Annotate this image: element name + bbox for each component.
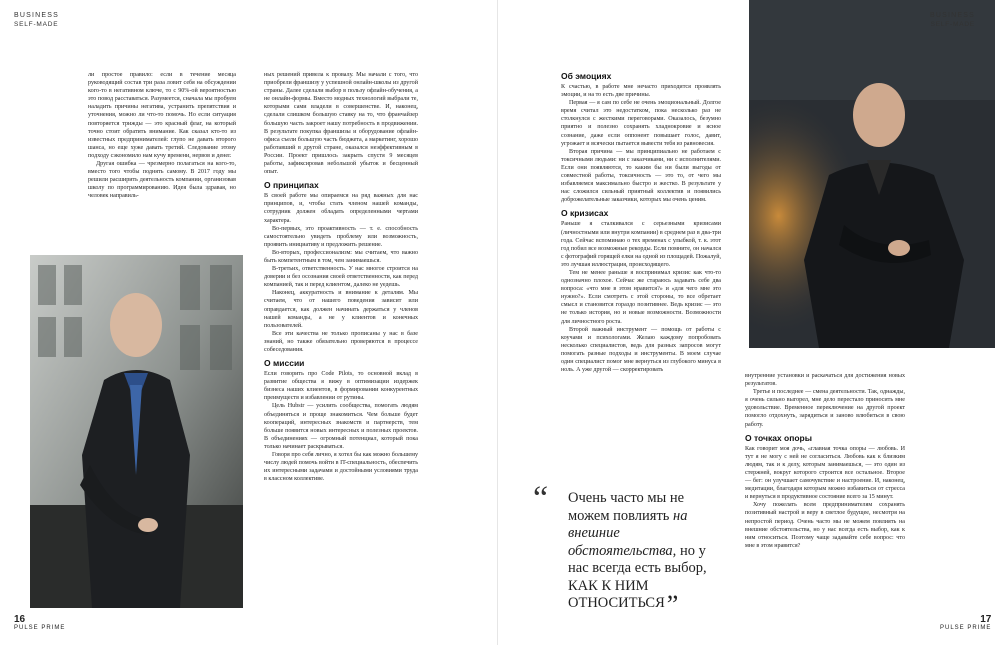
paragraph: В своей работе мы опираемся на ряд важных для нас принципов, и, чтобы стать членом нашей команды, сотрудник должен обладать определенными чертами характера. [264,193,418,224]
paragraph: Во-вторых, профессионализм: мы считаем, что важно быть компетентным в том, чем занимаешься. [264,249,418,264]
paragraph: Все эти качества не только прописаны у нас в базе знаний, но также обязательно проверяются в процессе собеседования. [264,330,418,353]
left-portrait-photo [30,255,243,608]
paragraph: Первая — я сам по себе не очень эмоциональный. Долгое время считал это недостатком, пока несколько раз не столкнулся с жесткими переговорами. Оказалось, безумно приятно и полезно сохранять хладнокровие и ясное сознание, даже если оппонент повышает голос, давит, угрожает и всячески пытается вывести тебя из равновесия. [561,100,721,147]
spread-gutter [497,0,498,645]
paragraph: внутренние установки и раскачаться для достижения новых результатов. [745,373,905,388]
heading-crises: О кризисах [561,208,609,219]
right-column-2 [745,372,905,550]
paragraph: Говоря про себя лично, я хотел бы как можно большему числу людей помочь войти в IT-специальность, обеспечить их интересными задачами и достойными условиями труда в классном коллективе. [264,452,418,483]
paragraph: Третье и последнее — смена деятельности. Так, однажды, я очень сильно выгорел, мне дело перестало приносить мне удовольствие. Временное переключение на другой проект помогло отдохнуть, зарядиться и заново влюбиться в свою работу. [745,389,905,428]
paragraph: Как говорит моя дочь, «главная точка опоры — любовь. И тут я не могу с ней не согласиться. Любовь как к близким людям, так и к делу, которым занимаешься, — это один из стержней, вокруг которого строится все остальное. Второе — бег: он улучшает самочувствие и настроение. И, наконец, медитации, благодаря которым можно избавиться от стресса и вернуться в продуктивное состояние всего за 15 минут. [745,445,905,501]
right-section: BUSINESS [930,12,975,19]
left-folio [14,614,65,631]
portrait-illustration [749,0,995,348]
pull-quote [533,480,725,619]
paragraph: Второй важный инструмент — помощь от работы с коучами и психологами. Желаю каждому попробовать несколько специалистов, ведь для разных запросов могут помогать разные подходы и инструменты. В моем случае один специалист помог мне вернуться из глубокого минуса в ноль. А уже другой — скорректировать [561,326,721,374]
left-section: BUSINESS [14,12,59,19]
paragraph: К счастью, в работе мне нечасто приходится проявлять эмоции, и на то есть две причины. [561,84,721,99]
paragraph: Вторая причина — мы принципиально не работаем с токсичными людьми: ни с заказчиками, ни с исполнителями. Если они появляются, то каким бы ни были выгоды от совместной работы, токсичность — это то, от чего мы избавляемся максимально быстро и жестко. В результате у нас сложился сильный приятный коллектив и появились доброжелательные заказчики, которых мы очень ценим. [561,148,721,204]
pull-quote-emphasis: на внешние обстоятельства, [568,507,688,559]
paragraph: ных решений привела к провалу. Мы начали с того, что приобрели франшизу у успешной онлайн-школы из другой страны. Далее сделали выбор в пользу офлайн-обучения, а не онлайн-формы. Вместо модных технологий выбрали те, которыми сами владели в совершенстве. И, наконец, сделали слишком большую ставку на то, что франчайзер большую часть закроет нашу потребность в продвижении. В результате покупка франшизы и оборудование офлайн-офиса съели большую часть бюджета, а маркетинг, хорошо работавший в другой стране, оказался неэффективным в России. Проект пришлось закрыть спустя 9 месяцев работы, зафиксировав небольшой убыток и бесценный опыт. [264,72,418,176]
paragraph: Другая ошибка — чрезмерно полагаться на кого-то, вместо того чтобы поднять самому. В 2017 году мы решили расширить деятельность компании, организовав школу по программированию. Идея была здравая, но человек направиль- [88,161,236,200]
right-portrait-photo [749,0,995,348]
paragraph: Хочу пожелать всем предпринимателям сохранять позитивный настрой и веру в светлое будущее, несмотря на непростой период. Очень часто мы не можем повлиять на внешние обстоятельства, но у нас всегда есть выбор, как к ним относиться. Поэтому чаще задавайте себе вопрос: что мне в этом нравится? [745,502,905,549]
right-folio [940,614,991,631]
right-section-tag [930,11,975,29]
pull-quote-line2: но у нас всегда есть выбор, КАК К НИМ ОТНОСИТЬСЯ [568,542,707,611]
heading-support: О точках опоры [745,432,812,443]
right-subsection: SELF-MADE [930,21,975,28]
magazine-name: PULSE PRIME [940,625,992,631]
portrait-illustration [30,255,243,608]
pull-quote-line1: Очень часто мы не можем повлиять [568,490,685,524]
paragraph: В-третьих, ответственность. У нас многое строится на доверии и без осознания своей ответственности, как перед компанией, так и перед клиентом, далеко не уедешь. [264,266,418,289]
magazine-name: PULSE PRIME [14,625,66,631]
heading-emotions: Об эмоциях [561,71,612,81]
paragraph: Тем не менее раньше я воспринимал кризис как что-то однозначно плохое. Сейчас же стараюсь задавать себе два вопроса: «что мне в этом нравится?» и «для чего мне это нужно?». Если смотреть с этой стороны, то все обретает смысл и становится гораздо позитивнее. Ведь кризис — это не только история, но и новые возможности. Возможности для личностного роста. [561,269,721,325]
close-quote-icon: ” [666,590,679,619]
paragraph: Если говорить про Code Pilots, то основной вклад в развитие общества я вижу в оптимизации издержек бизнеса наших клиентов, в формировании конкурентных преимуществ и избавлении от рутины. [264,371,418,402]
right-column-1 [561,71,721,374]
page-number: 17 [980,614,992,625]
paragraph: Цель Hubstr — усилить сообщества, помогать людям объединяться и проще знакомиться. Чем больше будет коопераций, интересных знакомств и партнерств, тем больше появится новых интересных и полезных проектов. В объединениях — огромный потенциал, который пока только начинает раскрываться. [264,403,418,450]
paragraph: Во-первых, это проактивность — т. е. способность самостоятельно увидеть проблему или возможность, проявить инициативу и предложить решение. [264,225,418,248]
left-section-tag [14,11,59,29]
left-column-1 [88,71,236,201]
paragraph: Раньше я сталкивался с серьезными кризисами (личностными или внутри компании) в среднем раз в два-три года. Сейчас вспоминаю о тех временах с улыбкой, т. к. этот год побил все возможные рекорды. Если помните, он начался с фотографий горящей елки на одной из площадей. Пожалуй, это лучшая иллюстрация, происходящего. [561,221,721,268]
page-number: 16 [14,614,26,625]
open-quote-icon: “ [533,480,549,517]
left-subsection: SELF-MADE [14,21,59,28]
paragraph: Наконец, аккуратность и внимание к деталям. Мы считаем, что от нашего поведения зависит или оправдается, как должен начинать держаться у членов нашей команды, а не у клиентов и конечных пользователей. [264,290,418,329]
heading-principles: О принципах [264,180,319,191]
pull-quote-text [535,490,725,619]
left-column-2 [264,71,418,483]
heading-mission: О миссии [264,358,305,369]
paragraph: ли простое правило: если в течение месяца руководящий состав три раза ловит себя на обсуждении кого-то в негативном ключе, то с 90%-ой вероятностью это повод расставаться. Разумеется, сначала мы пробуем наладить причины негатива, устранить препятствия и уточнения, можно ли что-то помочь. Но если ситуация повторяется трижды — это красный флаг, на который точно стоит обратить внимание. Как сказал кто-то из известных предпринимателей: глупо не давать второго шанса, но еще хуже давать третий. Следование этому подходу сэкономило нам кучу времени, нервов и денег. [88,72,236,159]
